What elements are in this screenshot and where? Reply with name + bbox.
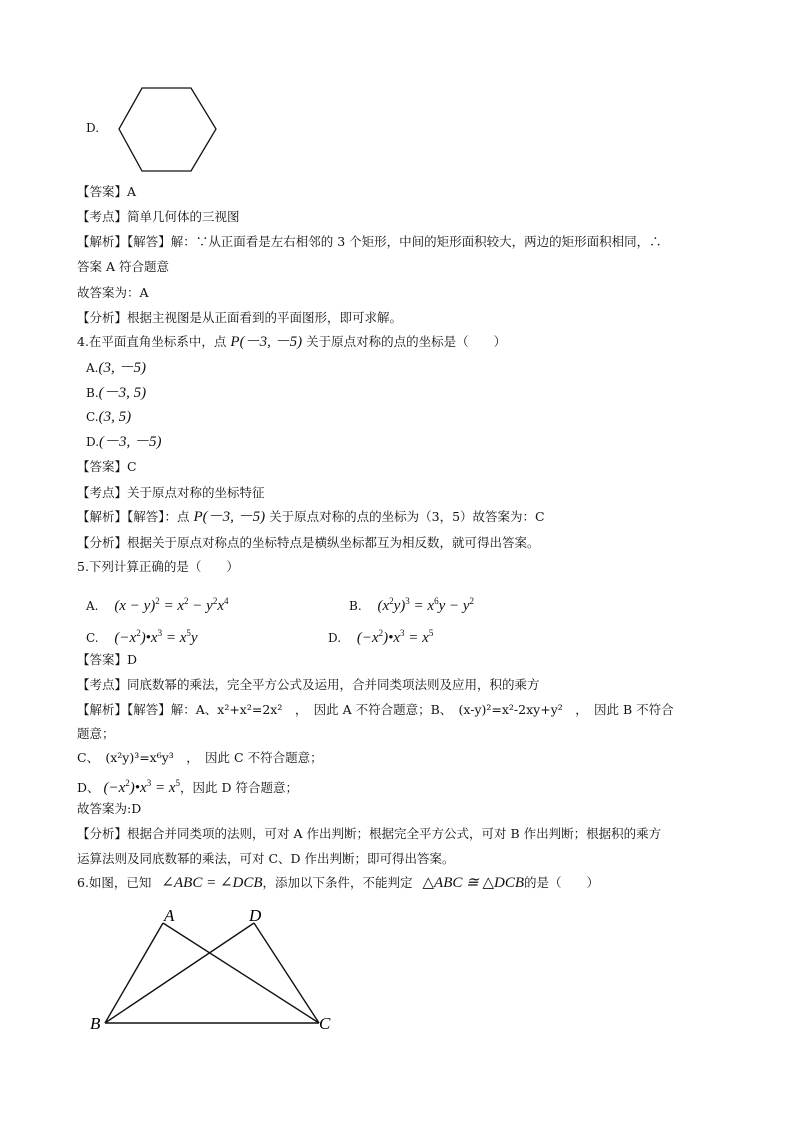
q5-stem: 5.下列计算正确的是（ ） bbox=[77, 559, 239, 574]
q4-option-c-label: C. bbox=[86, 410, 99, 424]
q4-option-c-value: (3, 5) bbox=[98, 409, 132, 425]
q6-stem bbox=[77, 874, 599, 892]
q3-method: 【分析】根据主视图是从正面看到的平面图形，即可求解。 bbox=[77, 310, 403, 325]
q3-final: 故答案为：A bbox=[77, 285, 149, 300]
q4-option-d-label: D. bbox=[86, 435, 100, 449]
q4-topic: 【考点】关于原点对称的坐标特征 bbox=[77, 485, 265, 500]
q5-option-b-formula: $(x^2y)^3 = x^6y - y^2$ bbox=[377, 596, 474, 614]
q5-method-1: 【分析】根据合并同类项的法则，可对 A 作出判断；根据完全平方公式，可对 B 作出判断；根据积的乘方 bbox=[77, 826, 662, 841]
q5-option-a-formula: $(x - y)^2 = x^2 - y^2x^4$ bbox=[114, 596, 229, 614]
q5-analysis-d bbox=[77, 774, 298, 797]
q3-analysis-1: 【解析】【解答】解：∵从正面看是左右相邻的 3 个矩形，中间的矩形面积较大，两边的矩形面积相同，∴ bbox=[77, 234, 662, 249]
q4-option-d-value: (－3, －5) bbox=[99, 434, 162, 450]
q5-option-c-formula: $(-x^2)•x^3 = x^5y$ bbox=[114, 628, 198, 646]
vertex-label-c: C bbox=[319, 1014, 331, 1033]
q5-option-a[interactable] bbox=[86, 592, 228, 615]
q5-final: 故答案为:D bbox=[77, 801, 142, 816]
q6-stem-text-b: ，添加以下条件，不能判定 bbox=[262, 875, 413, 890]
q4-option-d[interactable] bbox=[86, 433, 162, 451]
q4-analysis-text-b: 关于原点对称的点的坐标为（3，5）故答案为：C bbox=[269, 509, 545, 524]
q4-option-a[interactable] bbox=[86, 359, 146, 377]
q6-condition: ∠ABC = ∠DCB bbox=[161, 875, 263, 891]
q5-option-d-formula: $(-x^2)•x^3 = x^5$ bbox=[356, 628, 434, 646]
q4-stem-text-a: 4.在平面直角坐标系中，点 bbox=[77, 334, 227, 349]
q6-stem-text-a: 6.如图，已知 bbox=[77, 875, 152, 890]
q5-option-d[interactable] bbox=[328, 624, 433, 647]
q4-option-a-label: A. bbox=[86, 361, 99, 375]
q3-option-d-label: D. bbox=[86, 121, 100, 135]
q5-answer: 【答案】D bbox=[77, 652, 138, 667]
hexagon-figure bbox=[118, 86, 218, 176]
q4-option-b-value: (－3, 5) bbox=[98, 385, 147, 401]
q4-option-c[interactable] bbox=[86, 408, 131, 426]
q5-option-c[interactable] bbox=[86, 624, 198, 647]
q5-analysis-c: C、 (x²y)³=x⁶y³ ， 因此 C 不符合题意； bbox=[77, 750, 323, 765]
q4-option-b-label: B. bbox=[86, 386, 99, 400]
q5-analysis-1a: 【解析】【解答】解：A、x²+x²=2x² ， 因此 A 不符合题意；B、 (x-y)²=x²-2xy+y² ， 因此 B 不符合 bbox=[77, 702, 674, 717]
q4-stem bbox=[77, 333, 506, 351]
q4-analysis-point: P(－3, －5) bbox=[193, 509, 266, 525]
q5-analysis-1b: 题意； bbox=[77, 726, 115, 741]
q3-answer: 【答案】A bbox=[77, 184, 137, 199]
q3-topic: 【考点】简单几何体的三视图 bbox=[77, 209, 240, 224]
q5-option-b[interactable] bbox=[349, 592, 474, 615]
q5-analysis-d-label: D、 bbox=[77, 780, 100, 795]
q5-analysis-d-formula: $(-x^2)•x^3 = x^5$ bbox=[103, 778, 180, 796]
vertex-label-d: D bbox=[249, 906, 262, 925]
triangle-diagram bbox=[88, 905, 348, 1035]
q5-option-b-label: B. bbox=[349, 599, 362, 613]
q4-option-b[interactable] bbox=[86, 384, 146, 402]
q4-stem-text-b: 关于原点对称的点的坐标是（ ） bbox=[306, 334, 507, 349]
q4-answer: 【答案】C bbox=[77, 459, 137, 474]
q5-analysis-d-tail: ，因此 D 符合题意； bbox=[179, 780, 298, 795]
q4-stem-point: P(－3, －5) bbox=[230, 334, 303, 350]
q3-analysis-2: 答案 A 符合题意 bbox=[77, 259, 169, 274]
q6-congruence: △ABC ≅ △DCB bbox=[422, 875, 524, 891]
vertex-label-b: B bbox=[90, 1014, 101, 1033]
q5-option-d-label: D. bbox=[328, 631, 342, 645]
q4-option-a-value: (3, －5) bbox=[98, 360, 146, 376]
vertex-label-a: A bbox=[164, 906, 175, 925]
q4-analysis bbox=[77, 508, 545, 526]
q4-analysis-text-a: 【解析】【解答】：点 bbox=[77, 509, 190, 524]
q5-topic: 【考点】同底数幂的乘法，完全平方公式及运用，合并同类项法则及应用，积的乘方 bbox=[77, 677, 540, 692]
q6-stem-text-c: 的是（ ） bbox=[524, 875, 600, 890]
q4-method: 【分析】根据关于原点对称点的坐标特点是横纵坐标都互为相反数，就可得出答案。 bbox=[77, 535, 540, 550]
q5-method-2: 运算法则及同底数幂的乘法，可对 C、D 作出判断；即可得出答案。 bbox=[77, 851, 455, 866]
q5-option-c-label: C. bbox=[86, 631, 99, 645]
q5-option-a-label: A. bbox=[86, 599, 99, 613]
